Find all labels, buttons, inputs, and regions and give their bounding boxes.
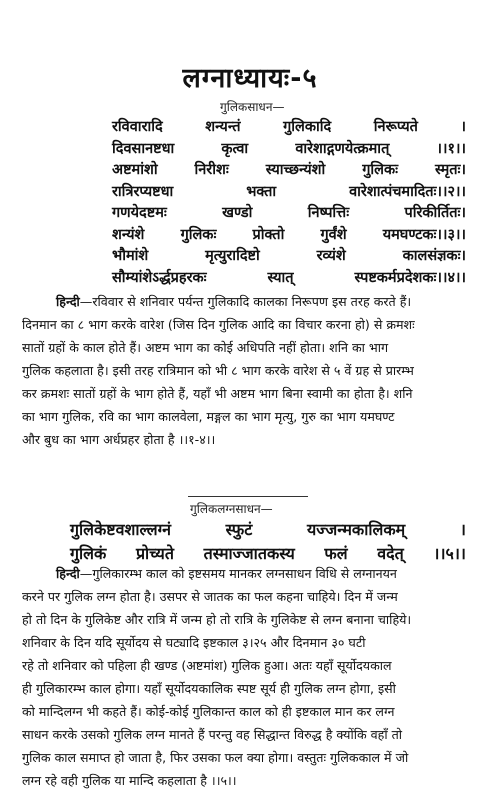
- paragraph-text: और बुध का भाग अर्धप्रहर होता है ।।१-४।।: [22, 432, 216, 447]
- verse-word: ।।१।।: [436, 140, 466, 157]
- paragraph-text: हो तो दिन के गुलिकेष्ट और रात्रि में जन्म हो तो रात्रि के गुलिकेष्ट से लग्न बनाना चाहिये।: [22, 612, 412, 627]
- verse-word: प्रोच्यते: [135, 544, 174, 563]
- verse-word: प्रोक्तो: [252, 226, 285, 243]
- paragraph-text: —रविवार से शनिवार पर्यन्त गुलिकादि कालका निरूपण इस तरह करते हैं।: [79, 294, 412, 309]
- verse-word: शन्यंशे: [112, 226, 145, 243]
- verse-word: गुलिकं: [70, 544, 107, 563]
- verse-word: यमघण्टकः।।३।।: [382, 226, 466, 243]
- verse-line: [70, 518, 466, 542]
- section-divider: [188, 496, 308, 497]
- verse-word: गुलिकेष्टवशाल्लग्नं: [70, 520, 171, 539]
- paragraph-line: [22, 562, 480, 585]
- paragraph-text: गुलिक काल समाप्त हो जाता है, फिर उसका फल क्या होगा। वस्तुतः गुलिककाल में जो: [22, 750, 409, 765]
- verse-word: गणयेदष्टमः: [112, 205, 167, 221]
- verse-word: शन्यन्तं: [205, 119, 241, 135]
- hindi-label: हिन्दी: [56, 294, 80, 309]
- verse-word: ।: [460, 119, 466, 135]
- paragraph-line: [22, 313, 480, 336]
- paragraph-text: को मान्दिलग्न भी कहते हैं। कोई-कोई गुलिकान्त काल को ही इष्टकाल मान कर लग्न: [22, 704, 395, 719]
- verse-line: [112, 159, 466, 181]
- verse-line: [112, 245, 466, 267]
- verse-line: [112, 224, 466, 246]
- verse-word: दिवसानष्टधा: [112, 140, 175, 157]
- verse-word: अष्टमांशो: [112, 162, 158, 178]
- verse-word: निरूप्यते: [373, 119, 418, 135]
- verse-word: भौमांशे: [112, 248, 149, 264]
- paragraph-line: [22, 290, 480, 313]
- verse-word: भक्ता: [246, 183, 277, 200]
- hindi-commentary-1: [22, 290, 480, 451]
- verse-block-1: [112, 116, 466, 288]
- paragraph-line: [22, 585, 480, 608]
- paragraph-text: कर क्रमशः सातों ग्रहों के भाग होते हैं, यहाँ भी अष्टम भाग बिना स्वामी का होता है। शनि: [22, 386, 413, 401]
- verse-word: गुलिकादि: [283, 119, 332, 135]
- verse-word: मृत्युरादिष्टो: [205, 248, 260, 264]
- paragraph-text: साधन करके उसको गुलिक लग्न मानते हैं परन्तु वह सिद्धान्त विरुद्ध है क्योंकि वहाँ तो: [22, 727, 403, 742]
- hindi-label: हिन्दी: [56, 566, 80, 581]
- verse-line: [112, 181, 466, 203]
- paragraph-text: लग्न रहे वही गुलिक या मान्दि कहलाता है ।।५।।: [22, 773, 237, 788]
- verse-word: रात्रिरप्यष्टधा: [112, 183, 174, 200]
- verse-line: [112, 267, 466, 289]
- verse-word: गुर्वंशे: [320, 226, 347, 243]
- paragraph-line: [22, 382, 480, 405]
- verse-word: स्मृतः।: [434, 162, 466, 178]
- paragraph-line: [22, 359, 480, 382]
- paragraph-line: [22, 631, 480, 654]
- paragraph-line: [22, 677, 480, 700]
- verse-line: [112, 116, 466, 138]
- verse-word: वारेशात्पंचमादितः।।२।।: [349, 183, 466, 200]
- paragraph-text: —गुलिकारम्भ काल को इष्टसमय मानकर लग्नसाधन विधि से लग्नानयन: [79, 566, 397, 581]
- verse-block-2: [70, 518, 466, 566]
- paragraph-line: [22, 700, 480, 723]
- verse-word: स्पष्टकर्मप्रदेशकः।।४।।: [354, 269, 466, 286]
- verse-line: [112, 202, 466, 224]
- verse-word: तस्माज्जातकस्य: [203, 544, 295, 563]
- verse-word: वारेशाद्गणयेत्क्रमात्: [295, 140, 390, 157]
- verse-word: निरीशः: [194, 162, 229, 178]
- paragraph-text: सातों ग्रहों के काल होते हैं। अष्टम भाग का कोई अधिपति नहीं होता। शनि का भाग: [22, 340, 389, 355]
- verse-word: कालसंज्ञकः।: [402, 248, 466, 264]
- paragraph-text: करने पर गुलिक लग्न होता है। उसपर से जातक का फल कहना चाहिये। दिन में जन्म: [22, 589, 398, 604]
- paragraph-text: दिनमान का ८ भाग करके वारेश (जिस दिन गुलिक आदि का विचार करना हो) से क्रमशः: [22, 317, 415, 332]
- paragraph-line: [22, 769, 480, 792]
- paragraph-line: [22, 723, 480, 746]
- verse-word: ।: [459, 520, 466, 539]
- verse-word: स्याच्छन्यंशो: [265, 162, 326, 178]
- verse-word: कृत्वा: [221, 140, 249, 157]
- verse-word: गुलिकः: [180, 226, 217, 243]
- paragraph-line: [22, 654, 480, 677]
- paragraph-line: [22, 428, 480, 451]
- verse-word: स्यात्: [267, 269, 294, 286]
- paragraph-text: का भाग गुलिक, रवि का भाग कालवेला, मङ्गल का भाग मृत्यु, गुरु का भाग यमघण्ट: [22, 409, 395, 424]
- paragraph-line: [22, 405, 480, 428]
- verse-word: यज्जन्मकालिकम्: [306, 520, 406, 539]
- verse-word: फलं: [324, 544, 348, 563]
- verse-word: निष्पत्तिः: [307, 205, 350, 221]
- section-subheading-gulika-lagna: गुलिकलग्नसाधन—: [190, 502, 273, 516]
- chapter-title: लग्नाध्यायः-५: [182, 63, 318, 94]
- verse-word: रविवारादि: [112, 119, 163, 135]
- verse-word: खण्डो: [222, 205, 253, 221]
- verse-line: [112, 138, 466, 160]
- paragraph-line: [22, 336, 480, 359]
- verse-word: रव्यंशे: [316, 248, 346, 264]
- verse-word: परिकीर्तितः।: [404, 205, 466, 221]
- paragraph-line: [22, 746, 480, 769]
- paragraph-text: रहे तो शनिवार को पहिला ही खण्ड (अष्टमांश) गुलिक हुआ। अतः यहाँ सूर्योदयकाल: [22, 658, 392, 673]
- paragraph-text: शनिवार के दिन यदि सूर्योदय से घट्यादि इष्टकाल ३।२५ और दिनमान ३० घटी: [22, 635, 366, 650]
- verse-word: वदेत्: [377, 544, 404, 563]
- paragraph-line: [22, 608, 480, 631]
- verse-word: सौम्यांशेऽर्द्धप्रहरकः: [112, 269, 207, 286]
- verse-word: स्फुटं: [225, 520, 253, 539]
- hindi-commentary-2: [22, 562, 480, 792]
- paragraph-text: गुलिक कहलाता है। इसी तरह रात्रिमान को भी ८ भाग करके वारेश से ५ वें ग्रह से प्रारम्भ: [22, 363, 414, 378]
- verse-word: गुलिकः: [362, 162, 399, 178]
- paragraph-text: ही गुलिकारम्भ काल होगा। यहाँ सूर्योदयकालिक स्पष्ट सूर्य ही गुलिक लग्न होगा, इसी: [22, 681, 396, 696]
- section-subheading-gulika-sadhana: गुलिकसाधन—: [220, 100, 285, 114]
- verse-word: ।।५।।: [433, 544, 466, 563]
